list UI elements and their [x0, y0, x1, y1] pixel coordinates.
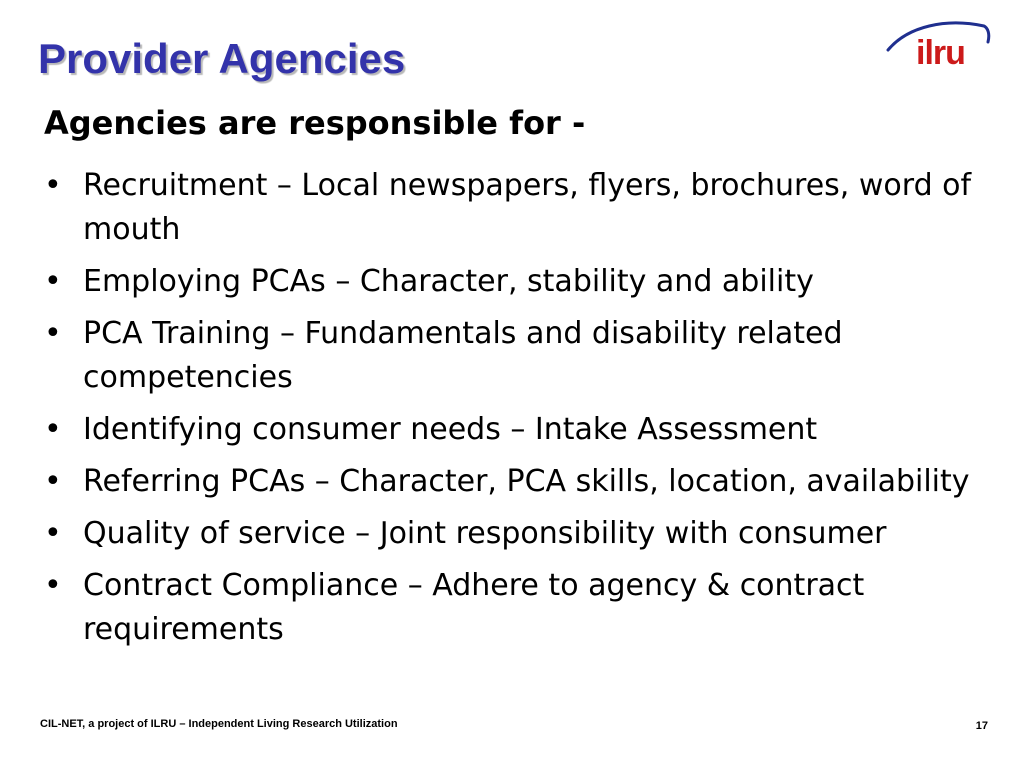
bullet-text: Quality of service – Joint responsibility with consumer	[83, 516, 887, 551]
bullet-item-pca-training	[44, 312, 1016, 400]
bullet-item-contract-compliance	[44, 564, 1016, 652]
bullet-text: PCA Training – Fundamentals and disability related competencies	[83, 316, 843, 395]
bullet-dot-icon: •	[44, 316, 62, 351]
bullet-text: Identifying consumer needs – Intake Assessment	[83, 412, 818, 447]
bullet-item-recruitment	[44, 164, 1016, 252]
bullet-dot-icon: •	[44, 264, 62, 299]
bullet-text: Referring PCAs – Character, PCA skills, location, availability	[83, 464, 970, 499]
bullet-text: Recruitment – Local newspapers, flyers, brochures, word of mouth	[83, 168, 972, 247]
bullet-dot-icon: •	[44, 568, 62, 603]
ilru-logo-text: ilru	[916, 34, 965, 72]
bullet-item-identifying-needs	[44, 408, 1016, 452]
bullet-text: Contract Compliance – Adhere to agency & contract requirements	[83, 568, 865, 647]
slide-title: Provider Agencies	[38, 35, 406, 82]
bullet-item-referring-pcas	[44, 460, 1016, 504]
footer-text: CIL-NET, a project of ILRU – Independent Living Research Utilization	[40, 718, 398, 730]
bullet-item-employing-pcas	[44, 260, 1016, 304]
bullet-dot-icon: •	[44, 516, 62, 551]
bullet-dot-icon: •	[44, 412, 62, 447]
page-number: 17	[975, 720, 988, 732]
slide-subheading: Agencies are responsible for -	[44, 104, 586, 142]
ilru-logo	[884, 16, 994, 76]
bullet-item-quality-of-service	[44, 512, 1016, 556]
bullet-text: Employing PCAs – Character, stability and ability	[83, 264, 814, 299]
bullet-dot-icon: •	[44, 168, 62, 203]
bullet-list	[44, 164, 1016, 660]
bullet-dot-icon: •	[44, 464, 62, 499]
